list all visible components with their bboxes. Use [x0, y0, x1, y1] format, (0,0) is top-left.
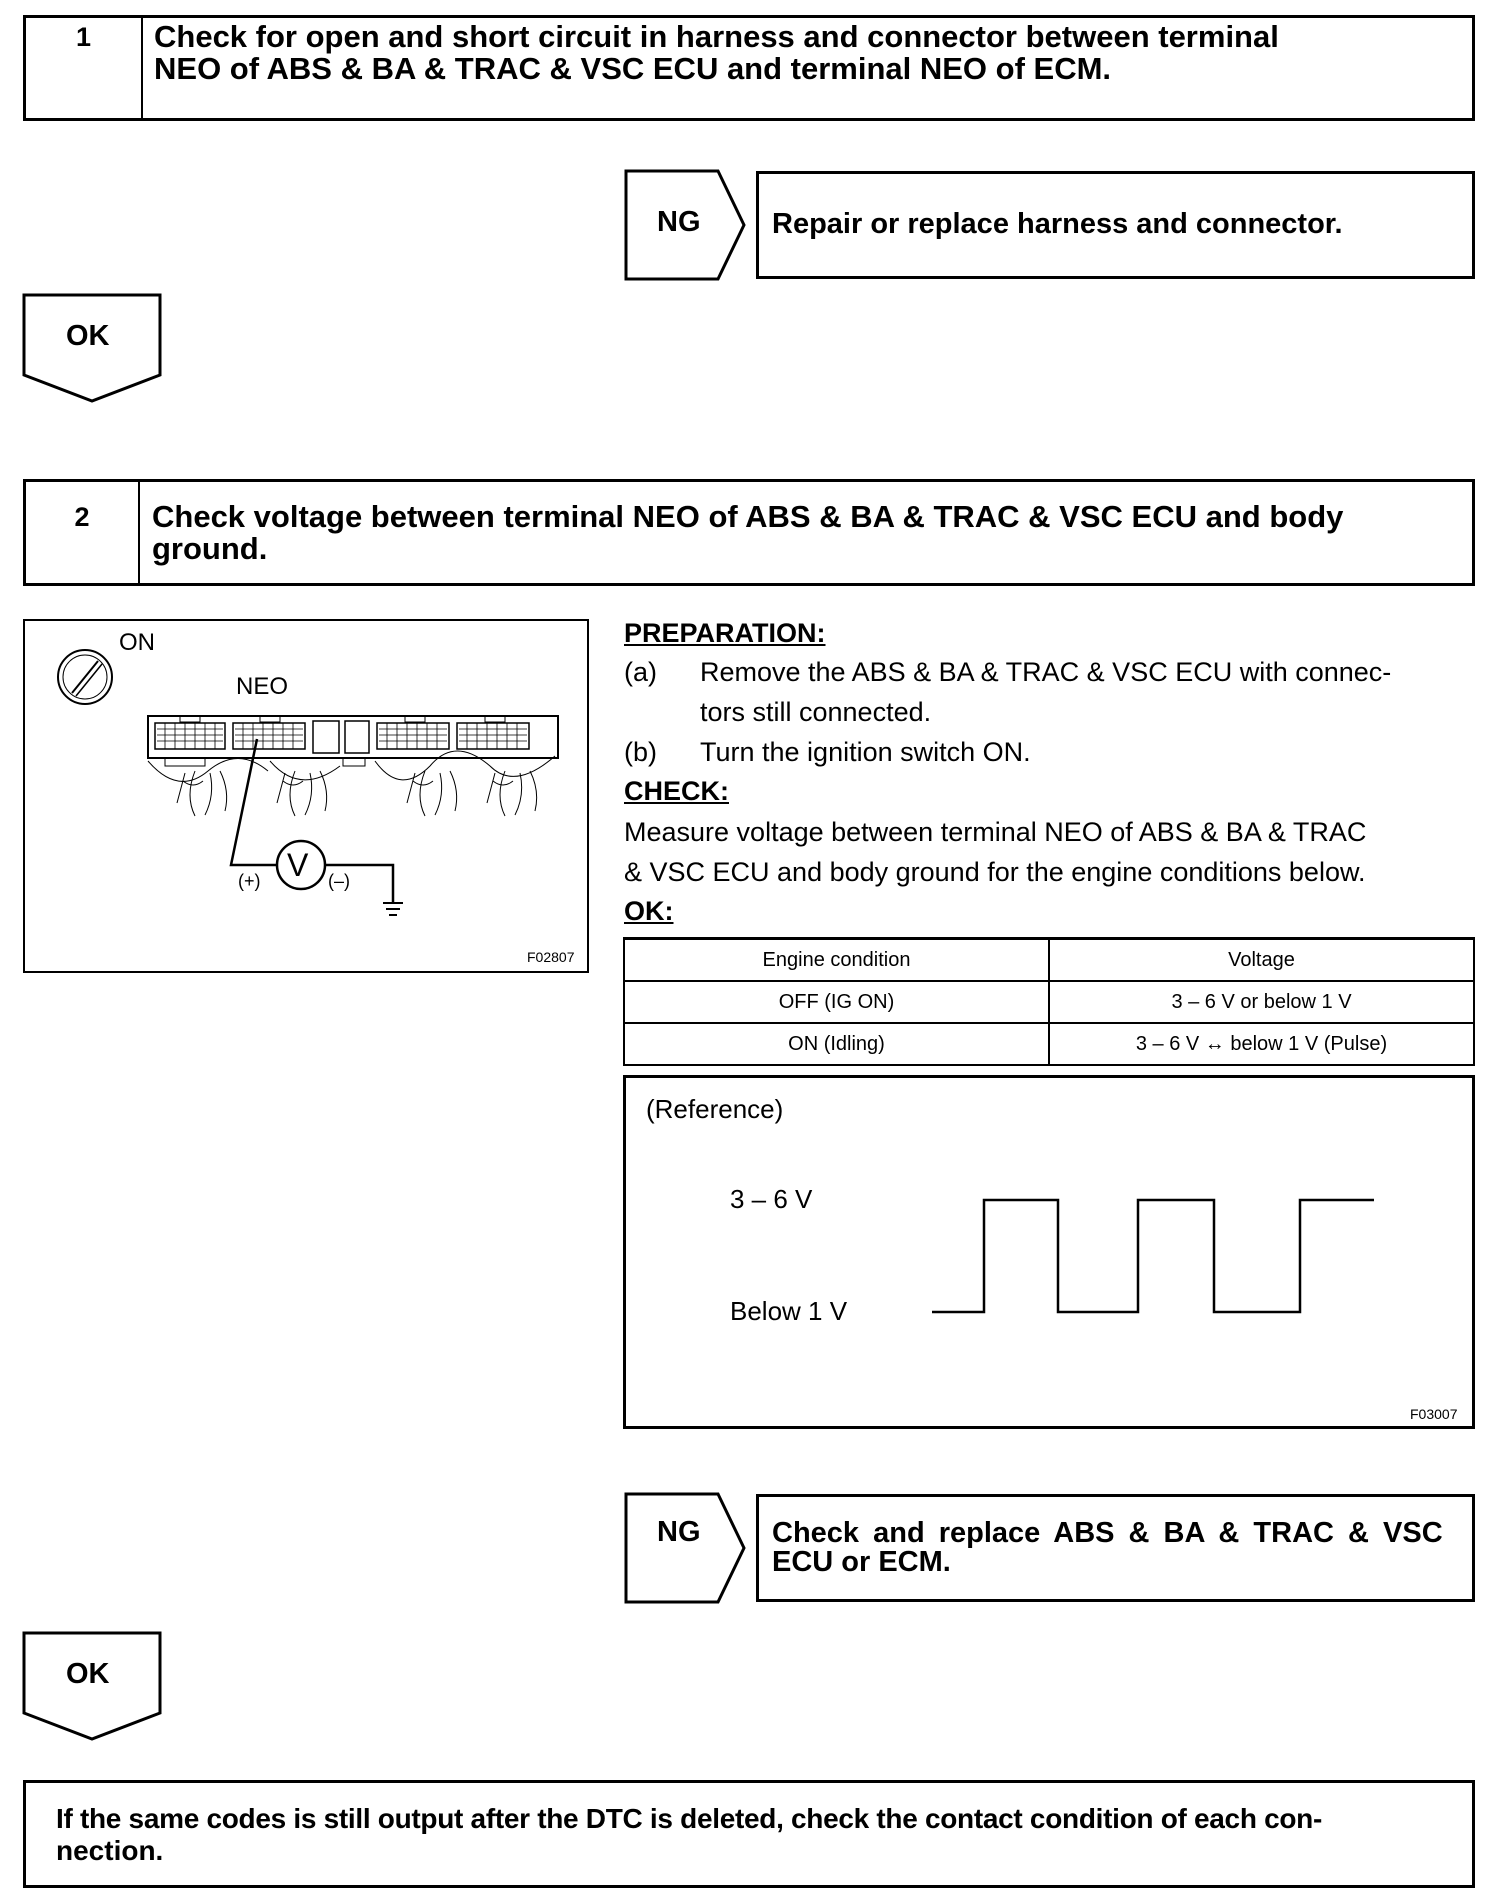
step2-ng-action-line2: ECU or ECM. [772, 1546, 951, 1578]
check-heading: CHECK: [624, 776, 729, 806]
figure-code-f02807: F02807 [527, 949, 575, 965]
prep-a-marker: (a) [624, 657, 657, 687]
spec-cell-condition: OFF (IG ON) [624, 981, 1049, 1023]
reference-title: (Reference) [646, 1094, 784, 1124]
final-note-line2: nection. [56, 1835, 164, 1866]
step2-box [23, 479, 1475, 586]
ok-heading: OK: [624, 896, 674, 926]
spec-cell-voltage: 3 – 6 V ↔ below 1 V (Pulse) [1049, 1023, 1474, 1065]
reference-high-label: 3 – 6 V [730, 1184, 813, 1214]
figure-code-f03007: F03007 [1410, 1406, 1458, 1422]
step1-number: 1 [26, 18, 143, 118]
pulse-waveform [626, 1078, 1472, 1426]
ignition-key-icon [58, 650, 112, 704]
wire-bundles [148, 751, 555, 816]
prep-b-text: Turn the ignition switch ON. [700, 737, 1031, 767]
step1-box [23, 15, 1475, 121]
prep-b-marker: (b) [624, 737, 657, 767]
table-row [624, 1023, 1474, 1065]
label-on: ON [119, 629, 155, 656]
spec-table [623, 937, 1475, 1066]
label-neo: NEO [236, 673, 289, 700]
ground-icon [383, 903, 403, 915]
spec-cell-condition: ON (Idling) [624, 1023, 1049, 1065]
final-note-box [23, 1780, 1475, 1888]
step2-ng-action-line1: Check and replace ABS & BA & TRAC & VSC [772, 1517, 1443, 1549]
step1-title-line1: Check for open and short circuit in harness and connector between terminal [154, 19, 1279, 54]
ecu-connector-body [148, 716, 558, 766]
preparation-heading: PREPARATION: [624, 618, 826, 648]
label-plus: (+) [238, 871, 261, 891]
spec-table-header [624, 939, 1474, 982]
step2-title-line1: Check voltage between terminal NEO of ABS & BA & TRAC & VSC ECU and body [152, 499, 1344, 534]
check-line1: Measure voltage between terminal NEO of ABS & BA & TRAC [624, 817, 1367, 847]
reference-low-label: Below 1 V [730, 1296, 848, 1326]
step2-ng-label: NG [657, 1516, 701, 1548]
step1-ng-label: NG [657, 206, 701, 238]
final-note-line1: If the same codes is still output after the DTC is deleted, check the contact condition of each con- [56, 1803, 1322, 1834]
prep-a-line1: Remove the ABS & BA & TRAC & VSC ECU with connec- [700, 657, 1392, 687]
step2-title-line2: ground. [152, 531, 268, 566]
step2-ok-label: OK [66, 1658, 110, 1690]
connector-illustration [25, 621, 587, 971]
reference-waveform-box [623, 1075, 1475, 1429]
step1-ok-label: OK [66, 320, 110, 352]
check-line2: & VSC ECU and body ground for the engine conditions below. [624, 857, 1366, 887]
step1-title-line2: NEO of ABS & BA & TRAC & VSC ECU and terminal NEO of ECM. [154, 51, 1112, 86]
spec-header-voltage: Voltage [1049, 939, 1474, 982]
connector-figure [23, 619, 589, 973]
prep-a-line2: tors still connected. [700, 697, 932, 727]
step2-number: 2 [26, 482, 140, 583]
table-row [624, 981, 1474, 1023]
spec-cell-voltage: 3 – 6 V or below 1 V [1049, 981, 1474, 1023]
label-minus: (–) [328, 871, 350, 891]
step1-ng-action: Repair or replace harness and connector. [772, 208, 1343, 240]
spec-header-engine-condition: Engine condition [624, 939, 1049, 982]
voltmeter-label: V [287, 847, 309, 883]
